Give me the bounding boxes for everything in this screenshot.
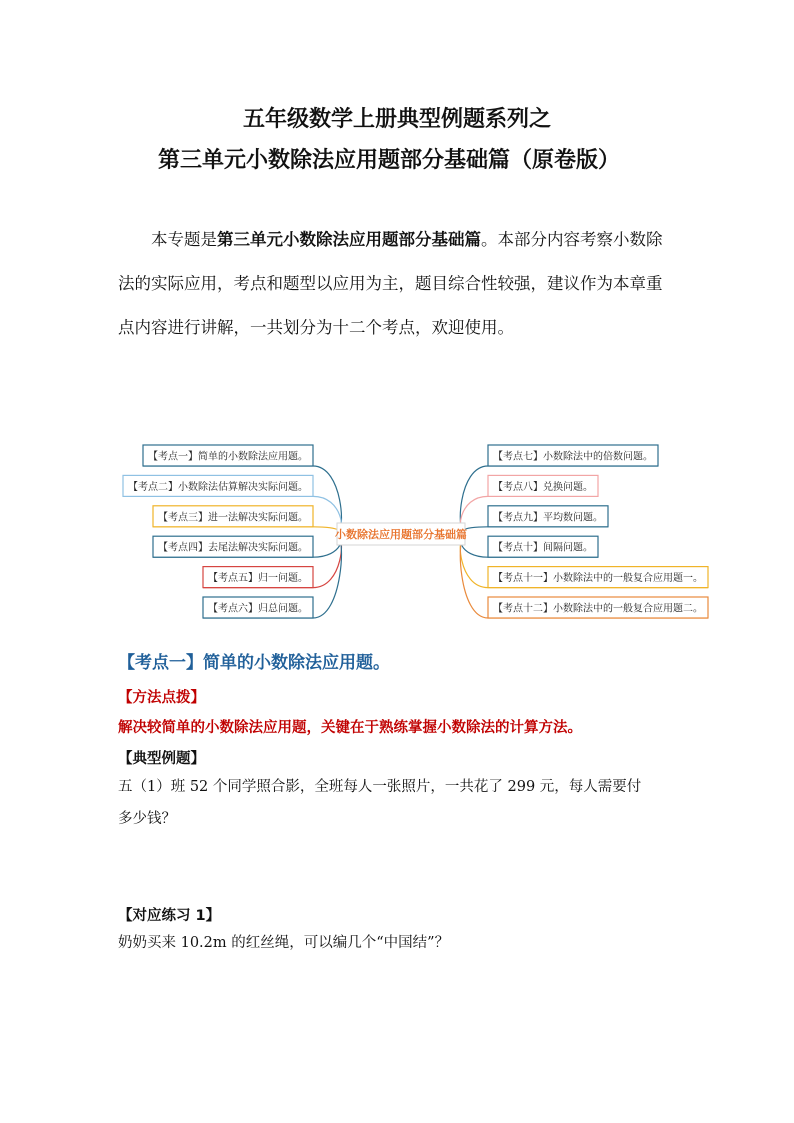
method-text: 解决较简单的小数除法应用题，关键在于熟练掌握小数除法的计算方法。: [118, 720, 582, 736]
intro-bold: 第三单元小数除法应用题部分基础篇: [217, 230, 481, 249]
mindmap-node-label: 【考点七】小数除法中的倍数问题。: [493, 451, 653, 463]
intro-rest: 。本部分内容考察小数除法的实际应用，考点和题型以应用为主，题目综合性较强，建议作为本章重点内容进行讲解，一共划分为十二个考点，欢迎使用。: [118, 230, 663, 337]
doc-title-line1: 五年级数学上册典型例题系列之: [242, 107, 551, 132]
mindmap-node-label: 【考点四】去尾法解决实际问题。: [158, 542, 308, 554]
mindmap-node-left-4: [153, 536, 313, 557]
method-label: 【方法点拨】: [118, 690, 205, 706]
mindmap-node-left-5: [203, 567, 313, 588]
mindmap-node-label: 【考点五】归一问题。: [208, 573, 308, 585]
example-line2: 多少钱？: [118, 811, 176, 827]
mindmap-node-label: 【考点一】简单的小数除法应用题。: [148, 451, 308, 463]
mindmap-node-label: 【考点六】归总问题。: [208, 603, 308, 615]
doc-title-line2: 第三单元小数除法应用题部分基础篇（原卷版）: [157, 148, 620, 173]
mindmap-node-label: 【考点二】小数除法估算解决实际问题。: [128, 481, 308, 493]
mindmap-node-left-6: [203, 597, 313, 618]
mindmap-node-right-6: [488, 597, 708, 618]
mindmap-node-label: 【考点三】进一法解决实际问题。: [158, 512, 308, 524]
mindmap-node-left-2: [123, 475, 313, 496]
mindmap-connector: [153, 527, 341, 534]
mindmap-node-label: 【考点十一】小数除法中的一般复合应用题一。: [493, 573, 703, 585]
mindmap-node-right-1: [488, 445, 658, 466]
mindmap-node-label: 【考点十二】小数除法中的一般复合应用题二。: [493, 603, 703, 615]
mindmap-node-right-3: [488, 506, 608, 527]
mindmap-node-label: 【考点十】间隔问题。: [493, 542, 593, 554]
mindmap-diagram: [0, 432, 794, 632]
mindmap-node-label: 【考点九】平均数问题。: [493, 512, 603, 524]
mindmap-node-label: 【考点八】兑换问题。: [493, 481, 593, 493]
example-label: 【典型例题】: [118, 751, 205, 767]
intro-prefix: 本专题是: [151, 230, 217, 249]
mindmap-node-left-3: [153, 506, 313, 527]
mindmap-center: [335, 523, 467, 545]
mindmap-node-right-4: [488, 536, 598, 557]
practice-label: 【对应练习 1】: [118, 908, 221, 924]
practice-text: 奶奶买来 10.2m 的红丝绳，可以编几个“中国结”？: [118, 935, 450, 951]
section-heading: 【考点一】简单的小数除法应用题。: [118, 653, 390, 673]
mindmap-node-left-1: [143, 445, 313, 466]
mindmap-center-label: 小数除法应用题部分基础篇: [335, 528, 467, 541]
mindmap-node-right-5: [488, 567, 708, 588]
mindmap-node-right-2: [488, 475, 598, 496]
example-line1: 五（1）班 52 个同学照合影，全班每人一张照片，一共花了 299 元，每人需要付: [118, 779, 642, 795]
intro-paragraph: [118, 218, 678, 350]
mindmap-connector: [460, 527, 608, 534]
